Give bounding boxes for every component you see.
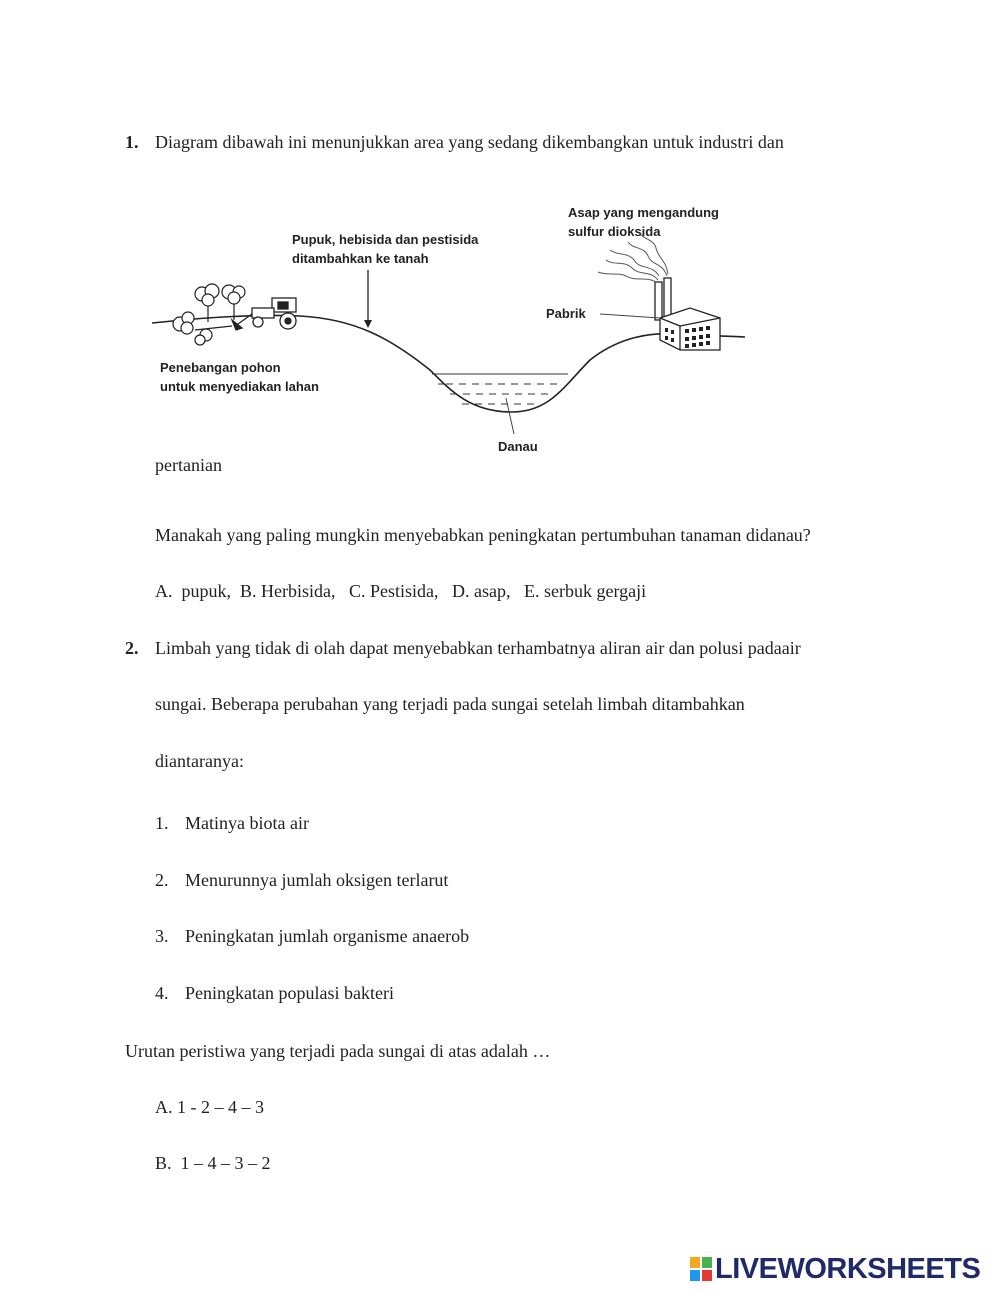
question-1-prompt: Manakah yang paling mungkin menyebabkan peningkatan pertumbuhan tanaman didanau? — [155, 525, 811, 545]
list-item: Menurunnya jumlah oksigen terlarut — [185, 870, 449, 890]
liveworksheets-logo-icon — [690, 1257, 712, 1281]
lake-label: Danau — [498, 439, 538, 454]
question-1-options: A. pupuk, B. Herbisida, C. Pestisida, D. asap, E. serbuk gergaji — [155, 581, 647, 601]
question-2-prompt: Urutan peristiwa yang terjadi pada sungai di atas adalah … — [125, 1041, 551, 1061]
factory-icon — [655, 278, 720, 350]
smoke-label-line2: sulfur dioksida — [568, 224, 661, 239]
list-item: Peningkatan jumlah organisme anaerob — [185, 926, 470, 946]
list-item-number: 1. — [155, 813, 169, 833]
question-2-stem-line3: diantaranya: — [155, 751, 244, 771]
question-2-stem-line1: Limbah yang tidak di olah dapat menyebabkan terhambatnya aliran air dan polusi padaair — [155, 638, 801, 658]
lake-water — [432, 374, 568, 404]
pollution-diagram — [140, 190, 760, 460]
question-2-stem-line2: sungai. Beberapa perubahan yang terjadi pada sungai setelah limbah ditambahkan — [155, 694, 745, 714]
question-2-number: 2. — [125, 638, 139, 658]
logging-label-line1: Penebangan pohon — [160, 360, 281, 375]
liveworksheets-logo-text: LIVEWORKSHEETS — [715, 1252, 981, 1285]
list-item: Matinya biota air — [185, 813, 309, 833]
list-item-number: 4. — [155, 983, 169, 1003]
smoke-label-line1: Asap yang mengandung — [568, 205, 719, 220]
tractor-icon — [232, 298, 296, 330]
question-2-option-a: A. 1 - 2 – 4 – 3 — [155, 1097, 264, 1117]
list-item-number: 3. — [155, 926, 169, 946]
factory-leader-line — [600, 314, 660, 318]
fertilizer-label-line1: Pupuk, hebisida dan pestisida — [292, 232, 479, 247]
logging-label-line2: untuk menyediakan lahan — [160, 379, 319, 394]
factory-label: Pabrik — [546, 306, 586, 321]
question-1-number: 1. — [125, 132, 139, 152]
lake-leader-line — [506, 398, 514, 434]
fertilizer-label-line2: ditambahkan ke tanah — [292, 251, 429, 266]
question-1-stem: Diagram dibawah ini menunjukkan area yang sedang dikembangkan untuk industri dan — [155, 132, 784, 152]
tree-icon — [173, 284, 245, 345]
list-item: Peningkatan populasi bakteri — [185, 983, 394, 1003]
question-2-option-b: B. 1 – 4 – 3 – 2 — [155, 1153, 271, 1173]
smoke-icon — [598, 234, 668, 282]
question-1-stem-continued: pertanian — [155, 455, 222, 475]
list-item-number: 2. — [155, 870, 169, 890]
liveworksheets-logo — [690, 1254, 980, 1284]
